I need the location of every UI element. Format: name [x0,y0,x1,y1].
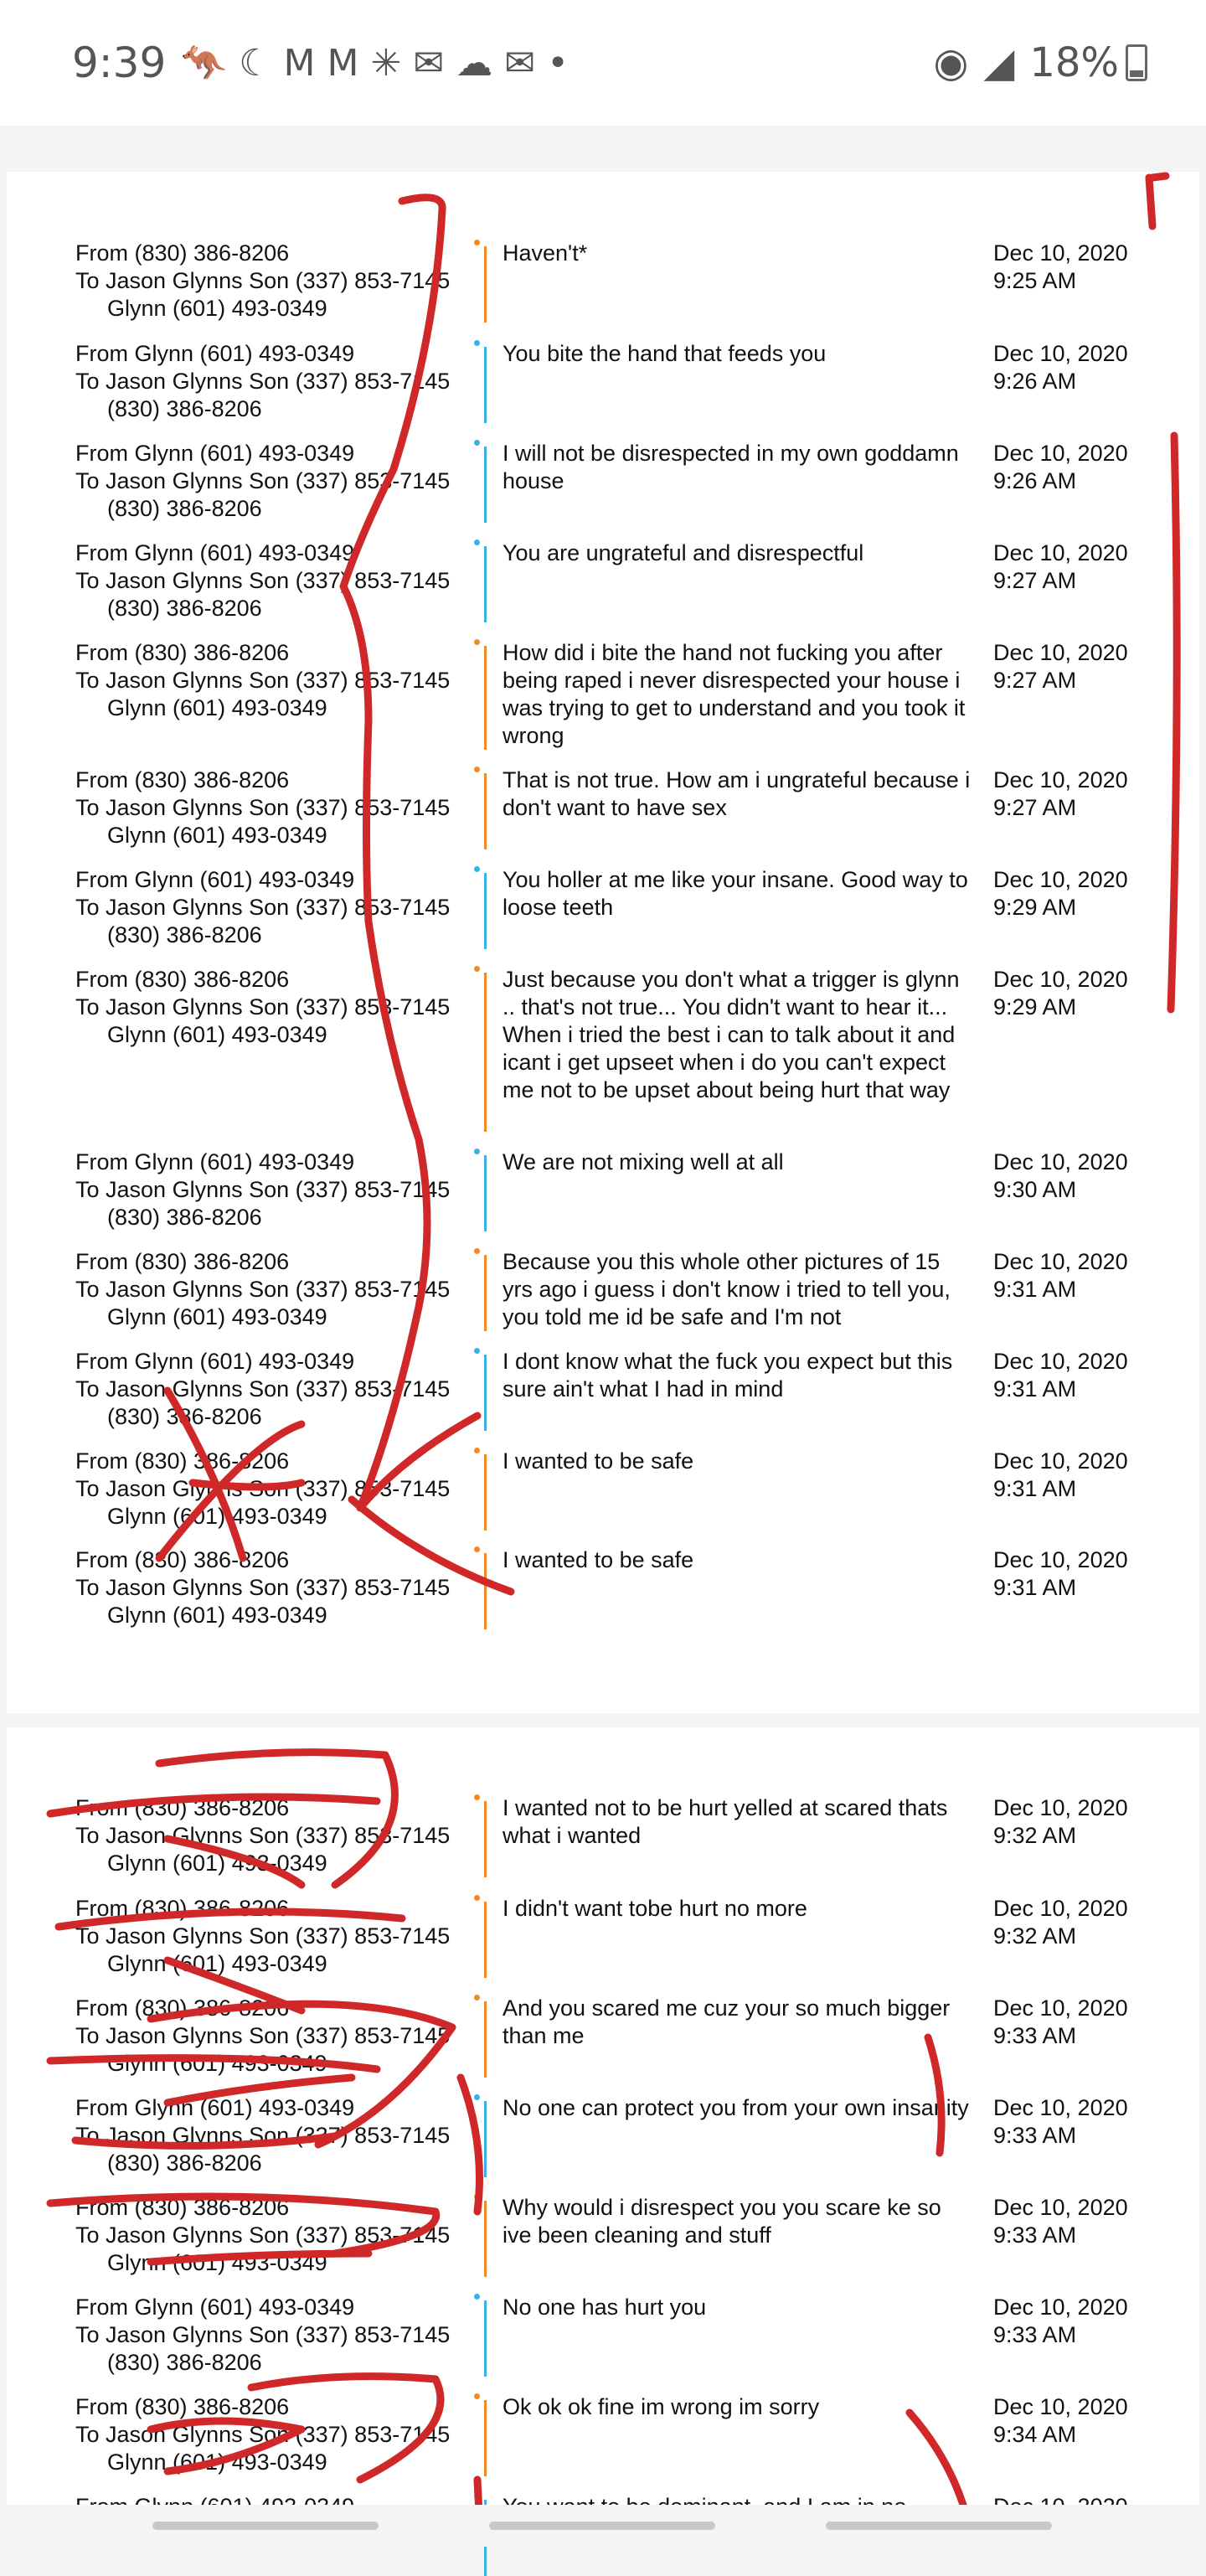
sender: From Glynn (601) 493-0349 [75,2095,355,2120]
message-time: 9:31 AM [993,1277,1077,1302]
signal-icon: ◢ [983,39,1015,86]
message-timestamp [993,539,1128,595]
message-date: Dec 10, 2020 [993,1547,1128,1572]
message-time: 9:31 AM [993,1376,1077,1402]
message-text: Haven't* [502,240,588,266]
message-text: Because you this whole other pictures of 15 yrs ago i guess i don't know i tried to tell you, you told me id be safe and I'm not [502,1249,951,1329]
message-participants [75,1149,450,1231]
message-time: 9:29 AM [993,994,1077,1020]
message-timestamp [993,240,1128,295]
message-time: 9:33 AM [993,2222,1077,2248]
direction-dot [474,539,480,545]
recipient: To Jason Glynns Son (337) 853-7145 [75,1177,451,1202]
recipient: To Jason Glynns Son (337) 853-7145 [75,468,451,493]
recipient: To Jason Glynns Son (337) 853-7145 [75,2222,451,2248]
nav-gesture-left[interactable] [152,2522,379,2530]
direction-bar [484,1355,487,1431]
battery-icon [1126,44,1147,81]
sender: From Glynn (601) 493-0349 [75,1349,355,1374]
message-participants [75,1248,450,1331]
gmail-icon: M [327,42,371,85]
direction-bar [484,246,487,323]
direction-dot [474,966,480,972]
recipient-additional: Glynn (601) 493-0349 [107,296,327,321]
sender: From (830) 386-8206 [75,1795,290,1820]
message-timestamp [993,1546,1128,1602]
sender: From (830) 386-8206 [75,967,290,992]
message-timestamp [993,1248,1128,1303]
direction-bar [484,1454,487,1531]
sender: From (830) 386-8206 [75,2195,290,2220]
message-participants [75,1895,450,1978]
message-date: Dec 10, 2020 [993,341,1128,366]
sender: From (830) 386-8206 [75,1547,290,1572]
direction-dot [474,2393,480,2399]
message-date: Dec 10, 2020 [993,2195,1128,2220]
recipient: To Jason Glynns Son (337) 853-7145 [75,994,451,1020]
message-timestamp [993,1895,1128,1950]
message-date: Dec 10, 2020 [993,967,1128,992]
message-time: 9:30 AM [993,1177,1077,1202]
message-text: I dont know what the fuck you expect but this sure ain't what I had in mind [502,1349,953,1402]
direction-dot [474,340,480,346]
message-participants [75,539,450,622]
direction-bar [484,546,487,622]
recipient-additional: (830) 386-8206 [107,496,262,521]
navigation-bar [0,2505,1206,2547]
direction-bar [484,2201,487,2277]
direction-dot [474,2493,480,2499]
direction-bar [484,873,487,949]
message-text: No one can protect you from your own insanity [502,2095,969,2120]
sender: From (830) 386-8206 [75,640,290,665]
message-time: 9:31 AM [993,1575,1077,1600]
recipient: To Jason Glynns Son (337) 853-7145 [75,2422,451,2447]
sender: From (830) 386-8206 [75,2394,290,2419]
sender: From (830) 386-8206 [75,1249,290,1274]
recipient-additional: Glynn (601) 493-0349 [107,1851,327,1876]
message-timestamp [993,2194,1128,2249]
message-participants [75,440,450,523]
message-time: 9:33 AM [993,2123,1077,2148]
message-participants [75,1448,450,1531]
direction-bar [484,1801,487,1877]
sender: From Glynn (601) 493-0349 [75,341,355,366]
message-timestamp [993,340,1128,395]
message-date: Dec 10, 2020 [993,1349,1128,1374]
direction-bar [484,646,487,750]
message-date: Dec 10, 2020 [993,640,1128,665]
recipient: To Jason Glynns Son (337) 853-7145 [75,895,451,920]
recipient-additional: (830) 386-8206 [107,596,262,621]
message-time: 9:32 AM [993,1823,1077,1848]
recipient-additional: Glynn (601) 493-0349 [107,2450,327,2475]
direction-dot [474,2294,480,2300]
message-page [7,172,1199,1713]
message-date: Dec 10, 2020 [993,1448,1128,1474]
message-time: 9:33 AM [993,2023,1077,2048]
direction-dot [474,1546,480,1552]
direction-bar [484,1255,487,1331]
recipient-additional: (830) 386-8206 [107,1205,262,1230]
recipient: To Jason Glynns Son (337) 853-7145 [75,2123,451,2148]
message-time: 9:27 AM [993,795,1077,820]
sender: From (830) 386-8206 [75,1995,290,2021]
recipient: To Jason Glynns Son (337) 853-7145 [75,568,451,593]
kangaroo-icon: 🦘 [181,42,240,85]
notification-icons [181,41,580,85]
status-right [919,0,1148,126]
message-date: Dec 10, 2020 [993,540,1128,565]
message-text: Ok ok ok fine im wrong im sorry [502,2394,820,2419]
status-bar [0,0,1206,126]
message-timestamp [993,440,1128,495]
message-participants [75,2094,450,2177]
recipient: To Jason Glynns Son (337) 853-7145 [75,1923,451,1949]
recipient: To Jason Glynns Son (337) 853-7145 [75,1575,451,1600]
message-time: 9:26 AM [993,468,1077,493]
message-text: I wanted to be safe [502,1448,694,1474]
message-participants [75,966,450,1049]
sender: From Glynn (601) 493-0349 [75,441,355,466]
message-date: Dec 10, 2020 [993,867,1128,892]
message-timestamp [993,2294,1128,2349]
nav-gesture-right[interactable] [826,2522,1052,2530]
message-text: You are ungrateful and disrespectful [502,540,864,565]
direction-bar [484,347,487,423]
message-timestamp [993,1348,1128,1403]
message-date: Dec 10, 2020 [993,240,1128,266]
recipient-additional: (830) 386-8206 [107,396,262,421]
direction-bar [484,1553,487,1629]
recipient-additional: Glynn (601) 493-0349 [107,1304,327,1329]
message-text: You holler at me like your insane. Good way to loose teeth [502,867,968,920]
message-participants [75,866,450,949]
direction-dot [474,2094,480,2100]
message-time: 9:33 AM [993,2322,1077,2347]
message-page [7,1727,1199,2505]
message-participants [75,1348,450,1431]
message-timestamp [993,1448,1128,1503]
message-text: I will not be disrespected in my own goddamn house [502,441,959,493]
message-text: How did i bite the hand not fucking you after being raped i never disrespected your house i was trying to get to understand and you took it wrong [502,640,966,748]
sender: From (830) 386-8206 [75,767,290,792]
direction-bar [484,773,487,849]
message-text: I wanted to be safe [502,1547,694,1572]
recipient-additional: (830) 386-8206 [107,2150,262,2176]
recipient: To Jason Glynns Son (337) 853-7145 [75,369,451,394]
message-time: 9:29 AM [993,895,1077,920]
message-timestamp [993,1149,1128,1204]
recipient: To Jason Glynns Son (337) 853-7145 [75,268,451,293]
message-participants [75,340,450,423]
message-timestamp [993,866,1128,921]
direction-bar [484,973,487,1132]
message-time: 9:27 AM [993,668,1077,693]
message-participants [75,2194,450,2277]
direction-dot [474,1794,480,1800]
direction-bar [484,2300,487,2377]
recipient: To Jason Glynns Son (337) 853-7145 [75,1277,451,1302]
recipient-additional: (830) 386-8206 [107,1404,262,1429]
direction-dot [474,1995,480,2000]
direction-dot [474,1248,480,1254]
recipient-additional: Glynn (601) 493-0349 [107,695,327,720]
recipient-additional: Glynn (601) 493-0349 [107,2051,327,2076]
recipient-additional: Glynn (601) 493-0349 [107,1951,327,1976]
sender: From (830) 386-8206 [75,240,290,266]
message-time: 9:34 AM [993,2422,1077,2447]
message-date: Dec 10, 2020 [993,441,1128,466]
recipient: To Jason Glynns Son (337) 853-7145 [75,795,451,820]
recipient-additional: Glynn (601) 493-0349 [107,2250,327,2275]
message-timestamp [993,2393,1128,2449]
message-date: Dec 10, 2020 [993,1249,1128,1274]
direction-dot [474,767,480,772]
cloud-icon: ☁ [456,42,505,85]
wifi-icon: ◉ [933,39,969,86]
direction-dot [474,2194,480,2200]
asterisk-icon: ✳ [370,42,414,85]
direction-dot [474,240,480,245]
recipient: To Jason Glynns Son (337) 853-7145 [75,1823,451,1848]
outlook-icon: ✉ [413,42,456,85]
sender: From Glynn (601) 493-0349 [75,1149,355,1174]
battery-percent: 18% [1029,39,1119,86]
message-text: Just because you don't what a trigger is glynn .. that's not true... You didn't want to hear it... When i tried the best i can to talk about it and icant i get upseet when i do you can't expect me not to be upset about being hurt that way [502,967,960,1102]
recipient-additional: Glynn (601) 493-0349 [107,1504,327,1529]
recipient-additional: (830) 386-8206 [107,2350,262,2375]
message-date: Dec 10, 2020 [993,2095,1128,2120]
direction-dot [474,639,480,645]
gmail-icon: M [283,42,327,85]
message-participants [75,2393,450,2476]
sender: From (830) 386-8206 [75,1896,290,1921]
recipient-additional: Glynn (601) 493-0349 [107,823,327,848]
message-date: Dec 10, 2020 [993,2394,1128,2419]
message-participants [75,240,450,323]
direction-dot [474,866,480,872]
recipient-additional: Glynn (601) 493-0349 [107,1603,327,1628]
message-text: No one has hurt you [502,2295,707,2320]
direction-bar [484,447,487,523]
direction-bar [484,2001,487,2078]
recipient: To Jason Glynns Son (337) 853-7145 [75,1476,451,1501]
sender: From Glynn (601) 493-0349 [75,2295,355,2320]
message-participants [75,1546,450,1629]
message-time: 9:26 AM [993,369,1077,394]
message-date: Dec 10, 2020 [993,767,1128,792]
recipient-additional: Glynn (601) 493-0349 [107,1022,327,1047]
direction-dot [474,440,480,446]
recipient: To Jason Glynns Son (337) 853-7145 [75,1376,451,1402]
recipient: To Jason Glynns Son (337) 853-7145 [75,668,451,693]
message-participants [75,1995,450,2078]
recipient: To Jason Glynns Son (337) 853-7145 [75,2023,451,2048]
direction-dot [474,1348,480,1354]
sender: From Glynn (601) 493-0349 [75,867,355,892]
message-text: You bite the hand that feeds you [502,341,827,366]
direction-bar [484,2101,487,2177]
moon-icon: ☾ [239,42,284,85]
dot-icon: • [547,42,581,85]
message-timestamp [993,639,1128,694]
message-date: Dec 10, 2020 [993,1995,1128,2021]
direction-bar [484,1902,487,1978]
direction-dot [474,1895,480,1901]
message-participants [75,2294,450,2377]
recipient-additional: (830) 386-8206 [107,922,262,947]
message-date: Dec 10, 2020 [993,2295,1128,2320]
message-text: I wanted not to be hurt yelled at scared thats what i wanted [502,1795,948,1848]
message-timestamp [993,767,1128,822]
message-date: Dec 10, 2020 [993,1795,1128,1820]
message-text: We are not mixing well at all [502,1149,784,1174]
sender: From (830) 386-8206 [75,1448,290,1474]
message-timestamp [993,966,1128,1021]
direction-dot [474,1149,480,1154]
status-time: 9:39 [72,39,167,87]
message-time: 9:31 AM [993,1476,1077,1501]
message-date: Dec 10, 2020 [993,1896,1128,1921]
message-date: Dec 10, 2020 [993,1149,1128,1174]
recipient: To Jason Glynns Son (337) 853-7145 [75,2322,451,2347]
message-participants [75,639,450,722]
message-text: And you scared me cuz your so much bigger than me [502,1995,951,2048]
message-timestamp [993,1995,1128,2050]
message-timestamp [993,2094,1128,2150]
message-time: 9:32 AM [993,1923,1077,1949]
message-timestamp [993,1794,1128,1850]
nav-gesture-center[interactable] [489,2522,715,2530]
sender: From Glynn (601) 493-0349 [75,540,355,565]
direction-bar [484,1155,487,1231]
message-text: That is not true. How am i ungrateful because i don't want to have sex [502,767,971,820]
message-time: 9:27 AM [993,568,1077,593]
message-participants [75,1794,450,1877]
direction-dot [474,1448,480,1453]
outlook-icon: ✉ [504,42,548,85]
message-text: I didn't want tobe hurt no more [502,1896,807,1921]
message-time: 9:25 AM [993,268,1077,293]
direction-bar [484,2400,487,2476]
message-participants [75,767,450,849]
message-text: Why would i disrespect you you scare ke so ive been cleaning and stuff [502,2195,941,2248]
